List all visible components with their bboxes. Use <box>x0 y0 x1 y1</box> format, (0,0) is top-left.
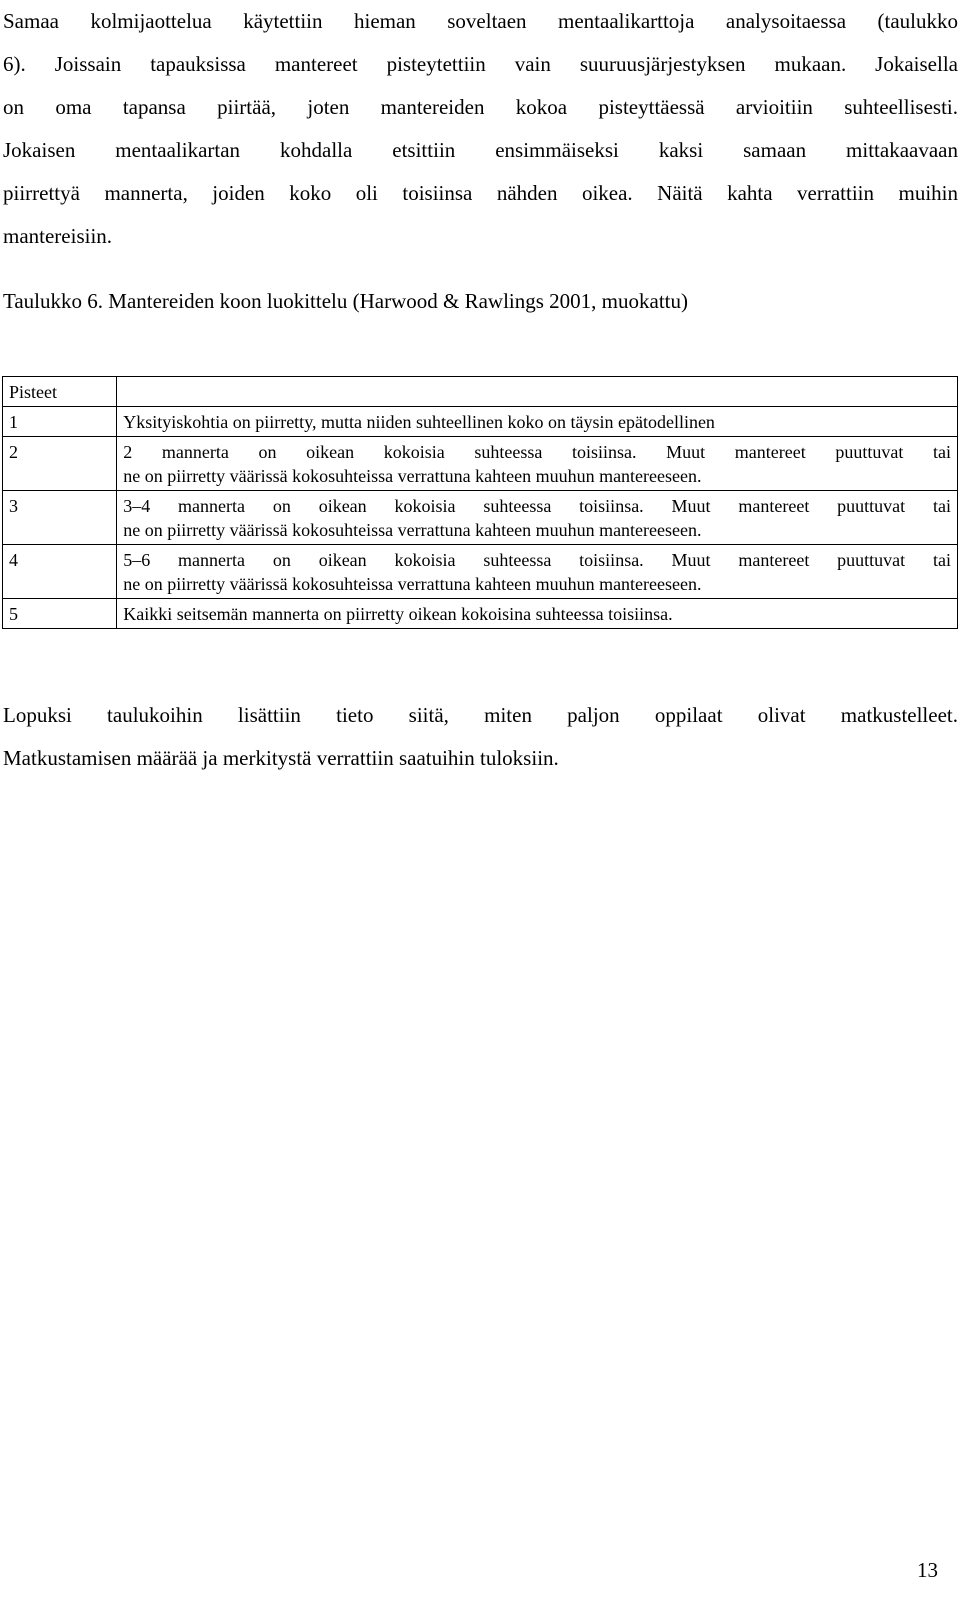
page-number: 13 <box>917 1558 938 1582</box>
paragraph-line: Samaa kolmijaottelua käytettiin hieman soveltaen mentaalikarttoja analysoitaessa (taulukko <box>3 9 958 33</box>
description-line: Yksityiskohtia on piirretty, mutta niiden suhteellinen koko on täysin epätodellinen <box>123 412 715 432</box>
score-cell: 1 <box>3 407 117 437</box>
header-description <box>117 377 958 407</box>
score-cell: 2 <box>3 437 117 491</box>
description-cell <box>117 545 958 599</box>
paragraph-line: 6). Joissain tapauksissa mantereet pisteytettiin vain suuruusjärjestyksen mukaan. Jokaisella <box>3 52 958 76</box>
body-paragraph-1 <box>3 0 958 258</box>
paragraph-line: piirrettyä mannerta, joiden koko oli toisiinsa nähden oikea. Näitä kahta verrattiin muihin <box>3 181 958 205</box>
header-score: Pisteet <box>3 377 117 407</box>
table-row <box>3 491 958 545</box>
paragraph-line: Jokaisen mentaalikartan kohdalla etsittiin ensimmäiseksi kaksi samaan mittakaavaan <box>3 138 958 162</box>
description-line: ne on piirretty väärissä kokosuhteissa verrattuna kahteen muuhun mantereeseen. <box>123 574 702 594</box>
table-header-row <box>3 377 958 407</box>
score-cell: 5 <box>3 599 117 629</box>
paragraph-line: mantereisiin. <box>3 224 113 248</box>
description-line: 5–6 mannerta on oikean kokoisia suhteessa toisiinsa. Muut mantereet puuttuvat tai <box>123 550 951 570</box>
table-caption: Taulukko 6. Mantereiden koon luokittelu (Harwood & Rawlings 2001, muokattu) <box>3 289 689 313</box>
continent-size-table <box>2 376 958 629</box>
description-line: ne on piirretty väärissä kokosuhteissa verrattuna kahteen muuhun mantereeseen. <box>123 520 702 540</box>
score-cell: 4 <box>3 545 117 599</box>
table-row <box>3 545 958 599</box>
paragraph-line: Matkustamisen määrää ja merkitystä verrattiin saatuihin tuloksiin. <box>3 746 559 770</box>
table-row <box>3 437 958 491</box>
table-row <box>3 407 958 437</box>
description-line: 2 mannerta on oikean kokoisia suhteessa toisiinsa. Muut mantereet puuttuvat tai <box>123 442 951 462</box>
description-cell <box>117 491 958 545</box>
description-cell <box>117 437 958 491</box>
description-line: ne on piirretty väärissä kokosuhteissa verrattuna kahteen muuhun mantereeseen. <box>123 466 702 486</box>
description-cell <box>117 407 958 437</box>
description-line: Kaikki seitsemän mannerta on piirretty oikean kokoisina suhteessa toisiinsa. <box>123 604 673 624</box>
score-cell: 3 <box>3 491 117 545</box>
description-line: 3–4 mannerta on oikean kokoisia suhteessa toisiinsa. Muut mantereet puuttuvat tai <box>123 496 951 516</box>
description-cell <box>117 599 958 629</box>
paragraph-line: on oma tapansa piirtää, joten mantereiden kokoa pisteyttäessä arvioitiin suhteellisesti. <box>3 95 958 119</box>
body-paragraph-2 <box>3 694 958 780</box>
paragraph-line: Lopuksi taulukoihin lisättiin tieto siitä, miten paljon oppilaat olivat matkustelleet. <box>3 703 958 727</box>
table-row <box>3 599 958 629</box>
